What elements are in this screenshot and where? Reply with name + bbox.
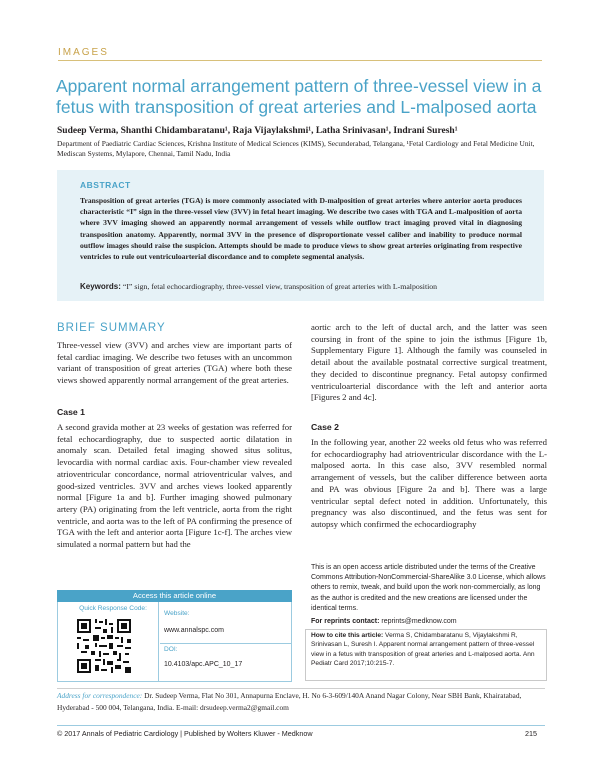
case1-heading: Case 1	[57, 407, 86, 417]
qr-code-icon[interactable]	[75, 617, 133, 675]
brief-paragraph: Three-vessel view (3VV) and arches view are important parts of fetal cardiac imaging. We describe two fetuses with an uncommon variant of transposition of great arteries (TGA) where both these views showed apparently normal arrangement of the great arteries.	[57, 340, 292, 386]
correspondence	[57, 690, 545, 714]
doi-link[interactable]: 10.4103/apc.APC_10_17	[164, 661, 243, 668]
footer-divider	[57, 725, 545, 726]
top-rule	[58, 60, 542, 61]
correspondence-label: Address for correspondence:	[57, 691, 143, 700]
qr-label: Quick Response Code:	[79, 605, 147, 612]
open-access-notice: This is an open access article distributed under the terms of the Creative Commons Attribution-NonCommercial-ShareAlike 3.0 License, which allows others to remix, tweak, and build upon the work non-commercially, as long as the author is credited and the new creations are licensed under the identical terms.	[311, 564, 546, 612]
right-column-paragraph: aortic arch to the left of ductal arch, and the latter was seen coursing in front of the spine to join the isthmus [Figure 1b, Supplementary Figure 1]. Although the family was counseled in detail about the available postnatal corrective surgical treatment, they decided to discontinue pregnancy. Fetal autopsy confirmed ventriculoarterial discordance with the left and anterior aorta [Figures 2 and 4c].	[311, 322, 547, 403]
keywords	[80, 281, 540, 292]
case1-paragraph: A second gravida mother at 23 weeks of gestation was referred for fetal echocardiography, due to suspected aortic dilatation in anomaly scan. Detailed fetal imaging showed situs solitus, levocardia with normal cardiac axis. Four-chamber view revealed atrioventricular concordance, normal atrioventricular valves, and good-sized ventricles. 3VV and arches views looked apparently normal [Figure 1a and b]. Further imaging showed pulmonary artery (PA) originating from the left ventricle, aorta from the right ventricle, and aorta was to the left of PA confirming the presence of TGA with the left and anterior aorta [Figure 1c-f]. The arches view simulated a normal pattern but had the	[57, 422, 292, 550]
keywords-label: Keywords:	[80, 282, 121, 291]
right-column-text	[311, 322, 547, 404]
author-list: Sudeep Verma, Shanthi Chidambaratanu¹, Raja Vijaylakshmi¹, Latha Srinivasan¹, Indrani Suresh¹	[57, 126, 458, 136]
doi-label: DOI:	[164, 646, 178, 653]
abstract-text: Transposition of great arteries (TGA) is more commonly associated with D-malposition of great arteries where anterior aorta produces characteristic “I” sign in the three-vessel view (3VV) in fetal heart imaging. We describe two cases with TGA and L-malposition of aorta where 3VV imaging showed an apparently normal arrangement of vessels while outflow tract imaging proved vital in diagnosing transposition anatomy. Apparently, normal 3VV in the presence of disproportionate vessel caliber and inability to produce normal outflow images should raise the suspicion. Attempts should be made to produce views to show great arteries originating from respective ventricles to rule out ventriculoarterial discordance and to complete segmental analysis.	[80, 196, 522, 262]
website-link[interactable]: www.annalspc.com	[164, 627, 224, 634]
keywords-text: “I” sign, fetal echocardiography, three-vessel view, transposition of great arteries with L-malposition	[122, 282, 438, 291]
reprints-email[interactable]: reprints@medknow.com	[381, 618, 457, 625]
abstract-heading: ABSTRACT	[80, 180, 131, 190]
reprints-contact	[311, 618, 457, 625]
correspondence-text: Dr. Sudeep Verma, Flat No 301, Annapurna Enclave, H. No 6-3-609/140A Anand Nagar Colony, Near SBH Bank, Khairatabad, Hyderabad - 500 004, Telangana, India. E-mail: drsudeep.verma2@gmail.com	[57, 691, 522, 712]
affiliations: Department of Paediatric Cardiac Sciences, Krishna Institute of Medical Sciences (KIMS), Secunderabad, Telangana, ¹Fetal Cardiology and Fetal Medicine Unit, Mediscan Systems, Mylapore, Chennai, Tamil Nadu, India	[57, 139, 535, 158]
footer-copyright: © 2017 Annals of Pediatric Cardiology | Published by Wolters Kluwer - Medknow	[57, 729, 313, 738]
case1-text	[57, 422, 292, 551]
section-label: IMAGES	[58, 47, 109, 58]
footnote-divider	[57, 688, 545, 689]
website-label: Website:	[164, 610, 190, 617]
citation-text: Verma S, Chidambaratanu S, Vijaylakshmi R, Srinivasan L, Suresh I. Apparent normal arrangement pattern of three-vessel view in a fetus with transposition of great arteries and L-malposed aorta. Ann Pediatr Card 2017;10:215-7.	[311, 632, 535, 667]
case2-paragraph: In the following year, another 22 weeks old fetus who was referred for echocardiography had atrioventricular discordance with the L-malposed aorta. In this case also, 3VV resembled normal arrangement of vessels, but the caliber difference between aorta and PA was obvious [Figure 2a and b]. There was a large ventricular septal defect noted in addition. Unfortunately, this pregnancy was also discontinued, and the fetus was sent for autopsy which confirmed the echocardiography	[311, 437, 547, 529]
brief-summary-text	[57, 340, 292, 387]
page-number: 215	[525, 729, 537, 738]
access-online-heading: Access this article online	[57, 590, 292, 602]
article-title: Apparent normal arrangement pattern of three-vessel view in a fetus with transposition of great arteries and L-malposed aorta	[56, 76, 542, 117]
reprints-label: For reprints contact:	[311, 618, 380, 625]
citation	[311, 631, 545, 668]
brief-summary-heading: BRIEF SUMMARY	[57, 322, 166, 334]
website-divider	[160, 643, 291, 644]
citation-label: How to cite this article:	[311, 632, 384, 639]
case2-text	[311, 437, 547, 531]
case2-heading: Case 2	[311, 422, 340, 432]
access-divider	[158, 602, 159, 682]
